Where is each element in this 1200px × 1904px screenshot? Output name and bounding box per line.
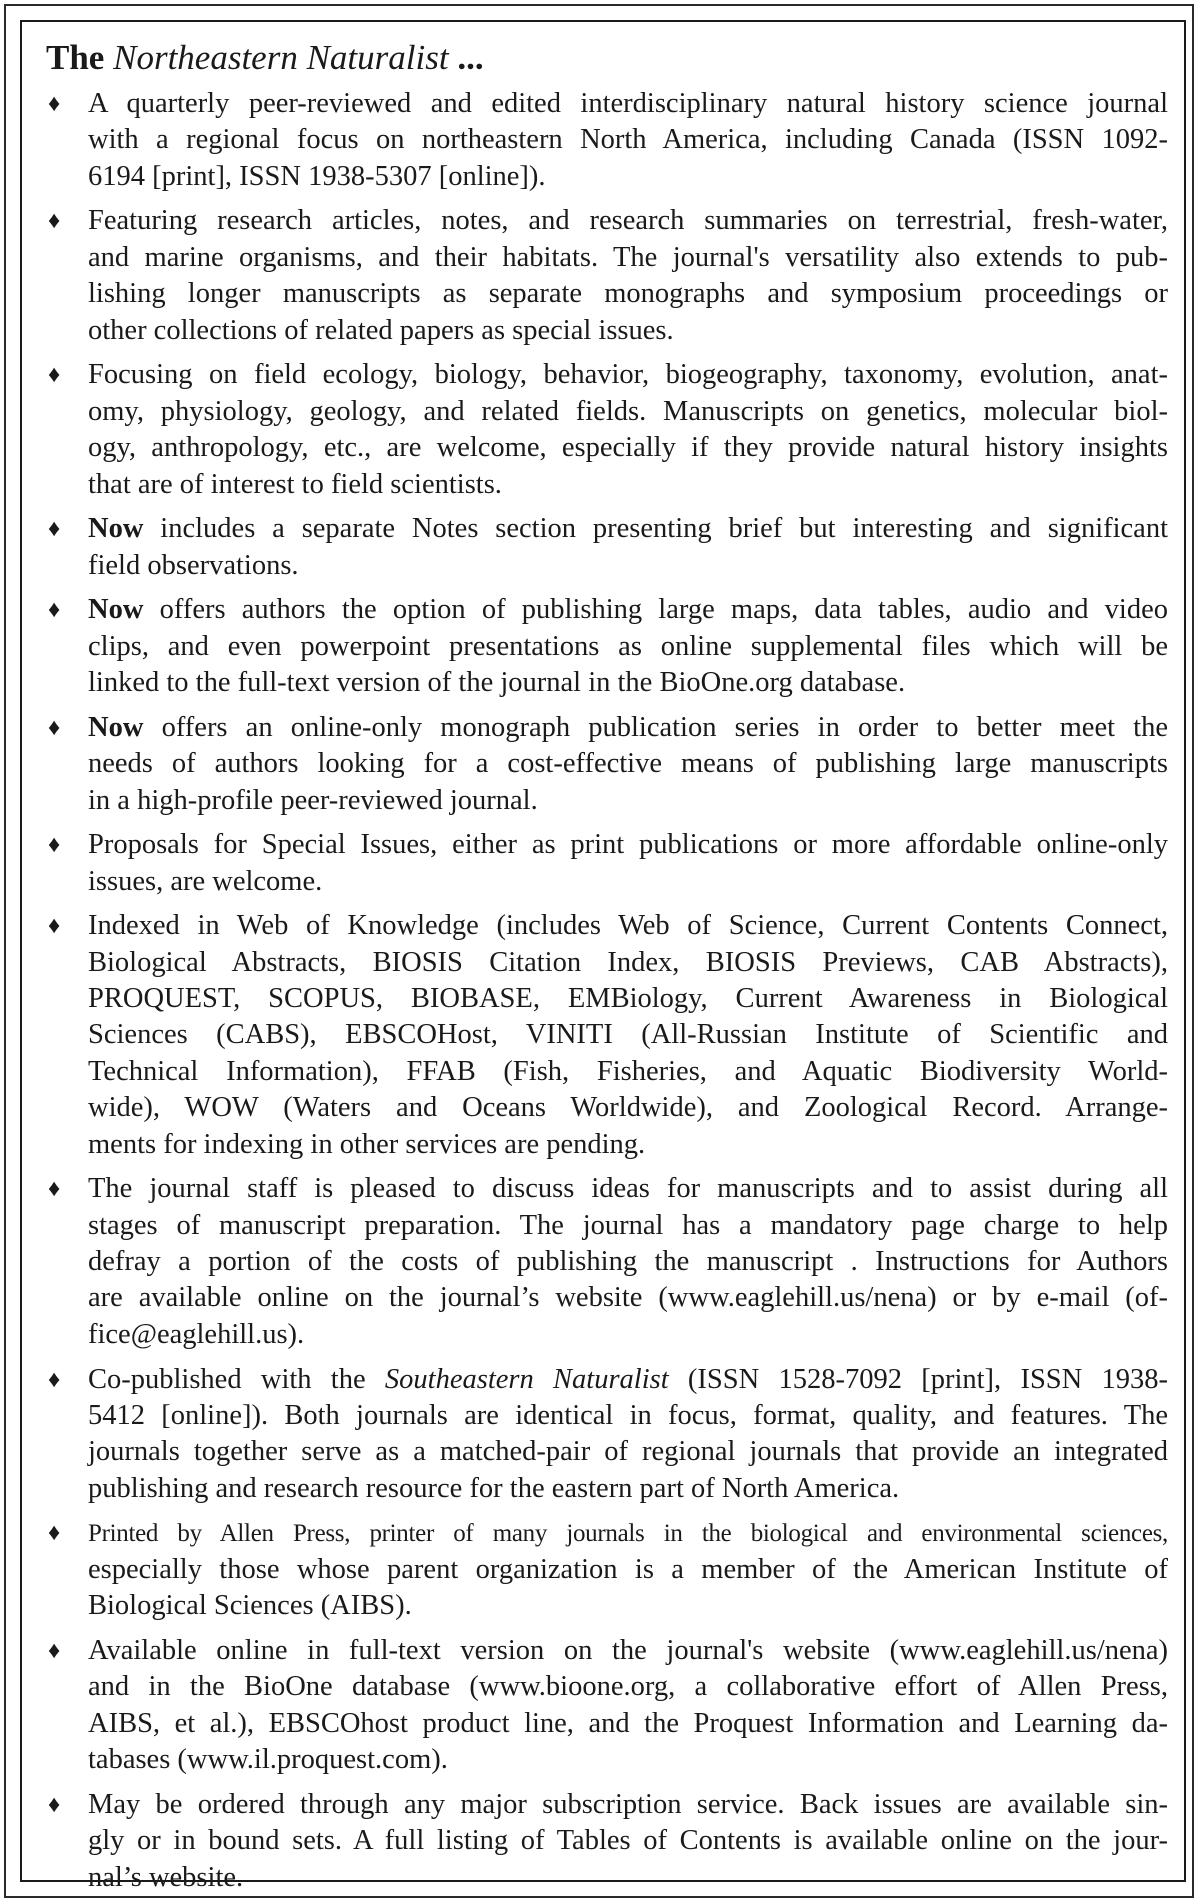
text-line: Sciences (CABS), EBSCOHost, VINITI (All-Russian Institute of Scientific and xyxy=(88,1019,1168,1051)
text-line: linked to the full-text version of the journal in the BioOne.org database. xyxy=(88,667,906,699)
text-line: that are of interest to field scientists. xyxy=(88,468,502,500)
text-line: The journal staff is pleased to discuss ideas for manuscripts and to assist during all xyxy=(88,1173,1168,1205)
text-line: Focusing on field ecology, biology, behavior, biogeography, taxonomy, evolution, anat- xyxy=(88,359,1168,391)
text-line: Now offers an online-only monograph publication series in order to better meet the xyxy=(88,711,1168,743)
text-line: are available online on the journal’s website (www.eaglehill.us/nena) or by e-mail (of- xyxy=(88,1282,1168,1314)
text-line: lishing longer manuscripts as separate monographs and symposium proceedings or xyxy=(88,278,1168,310)
diamond-bullet-icon: ♦ xyxy=(48,1366,61,1393)
text-line: AIBS, et al.), EBSCOhost product line, and the Proquest Information and Learning da- xyxy=(88,1707,1168,1739)
text-line: Biological Abstracts, BIOSIS Citation Index, BIOSIS Previews, CAB Abstracts), xyxy=(88,946,1168,978)
diamond-bullet-icon: ♦ xyxy=(48,91,61,117)
list-item xyxy=(44,1171,1168,1353)
text-line: clips, and even powerpoint presentations as online supplemental files which will be xyxy=(88,630,1168,662)
list-item xyxy=(44,86,1168,195)
list-item xyxy=(44,1362,1168,1508)
text-line: other collections of related papers as special issues. xyxy=(88,314,674,346)
list-item xyxy=(44,827,1168,900)
text-line: omy, physiology, geology, and related fields. Manuscripts on genetics, molecular biol- xyxy=(88,395,1168,427)
list-item xyxy=(44,1633,1168,1779)
diamond-bullet-icon: ♦ xyxy=(48,1520,61,1547)
diamond-bullet-icon: ♦ xyxy=(48,362,61,389)
page-title xyxy=(46,30,1168,86)
text-line: Now offers authors the option of publishing large maps, data tables, audio and video xyxy=(88,594,1168,626)
text-line: Now includes a separate Notes section presenting brief but interesting and significant xyxy=(88,513,1168,545)
text-line: PROQUEST, SCOPUS, BIOBASE, EMBiology, Current Awareness in Biological xyxy=(88,983,1168,1015)
diamond-bullet-icon: ♦ xyxy=(48,1637,61,1664)
diamond-bullet-icon: ♦ xyxy=(48,516,61,543)
journal-name-italic: Southeastern Naturalist xyxy=(384,1363,669,1395)
text-line: wide), WOW (Waters and Oceans Worldwide), and Zoological Record. Arrange- xyxy=(88,1092,1168,1124)
list-item xyxy=(44,908,1168,1163)
text-line: with a regional focus on northeastern North America, including Canada (ISSN 1092- xyxy=(88,124,1168,156)
journal-name: Northeastern Naturalist xyxy=(113,38,449,77)
text-line: May be ordered through any major subscription service. Back issues are available sin- xyxy=(88,1788,1168,1820)
title-ellipsis: ... xyxy=(457,38,484,77)
text-line: tabases (www.il.proquest.com). xyxy=(88,1744,448,1776)
text-line: Proposals for Special Issues, either as print publications or more affordable online-only xyxy=(88,829,1168,861)
text-line: Available online in full-text version on the journal's website (www.eaglehill.us/nena) xyxy=(88,1634,1168,1666)
text-line: in a high-profile peer-reviewed journal. xyxy=(88,784,538,816)
text-line: A quarterly peer-reviewed and edited interdisciplinary natural history science journal xyxy=(88,88,1168,119)
text-line: 5412 [online]). Both journals are identical in focus, format, quality, and features. The xyxy=(88,1399,1168,1431)
text-line: issues, are welcome. xyxy=(88,865,323,897)
list-item xyxy=(44,203,1168,349)
text-line: journals together serve as a matched-pair of regional journals that provide an integrated xyxy=(88,1436,1168,1468)
text-line: nal’s website. xyxy=(88,1861,244,1893)
diamond-bullet-icon: ♦ xyxy=(48,1176,61,1203)
text-line: Printed by Allen Press, printer of many journals in the biological and environmental sciences, xyxy=(88,1520,1168,1548)
text-line: publishing and research resource for the eastern part of North America. xyxy=(88,1472,900,1504)
diamond-bullet-icon: ♦ xyxy=(48,1791,61,1818)
list-item xyxy=(44,710,1168,819)
text-line: and marine organisms, and their habitats. The journal's versatility also extends to pub- xyxy=(88,241,1168,273)
text-line: Technical Information), FFAB (Fish, Fisheries, and Aquatic Biodiversity World- xyxy=(88,1055,1168,1087)
text-line: stages of manuscript preparation. The journal has a mandatory page charge to help xyxy=(88,1209,1168,1241)
text-line: Indexed in Web of Knowledge (includes Web of Science, Current Contents Connect, xyxy=(88,910,1168,942)
diamond-bullet-icon: ♦ xyxy=(48,913,61,940)
info-box xyxy=(44,30,1168,1904)
list-item xyxy=(44,357,1168,503)
emphasis-now: Now xyxy=(88,594,144,626)
text-line: needs of authors looking for a cost-effective means of publishing large manuscripts xyxy=(88,748,1168,780)
text-line: especially those whose parent organization is a member of the American Institute of xyxy=(88,1553,1168,1585)
text-line: 6194 [print], ISSN 1938-5307 [online]). xyxy=(88,160,546,192)
inner-border xyxy=(20,20,1186,1893)
diamond-bullet-icon: ♦ xyxy=(48,832,61,859)
text-line: field observations. xyxy=(88,549,299,581)
text-line: fice@eaglehill.us). xyxy=(88,1318,305,1350)
text-line: defray a portion of the costs of publishing the manuscript . Instructions for Authors xyxy=(88,1246,1168,1278)
text-line: Biological Sciences (AIBS). xyxy=(88,1590,412,1622)
list-item xyxy=(44,592,1168,701)
list-item xyxy=(44,511,1168,584)
text-line: ogy, anthropology, etc., are welcome, especially if they provide natural history insights xyxy=(88,432,1168,464)
diamond-bullet-icon: ♦ xyxy=(48,208,61,235)
list-item xyxy=(44,1515,1168,1624)
text-line: Featuring research articles, notes, and research summaries on terrestrial, fresh-water, xyxy=(88,205,1168,237)
bullet-list xyxy=(44,86,1168,1896)
text-line: gly or in bound sets. A full listing of Tables of Contents is available online on the jour- xyxy=(88,1825,1168,1857)
title-prefix: The xyxy=(46,38,105,77)
list-item xyxy=(44,1787,1168,1896)
diamond-bullet-icon: ♦ xyxy=(48,597,61,624)
text-line: Co-published with the Southeastern Naturalist (ISSN 1528-7092 [print], ISSN 1938- xyxy=(88,1363,1168,1395)
emphasis-now: Now xyxy=(88,711,144,743)
text-line: ments for indexing in other services are pending. xyxy=(88,1128,646,1160)
emphasis-now: Now xyxy=(88,513,144,545)
outer-border xyxy=(4,4,1194,1898)
diamond-bullet-icon: ♦ xyxy=(48,714,61,741)
text-line: and in the BioOne database (www.bioone.org, a collaborative effort of Allen Press, xyxy=(88,1671,1168,1703)
